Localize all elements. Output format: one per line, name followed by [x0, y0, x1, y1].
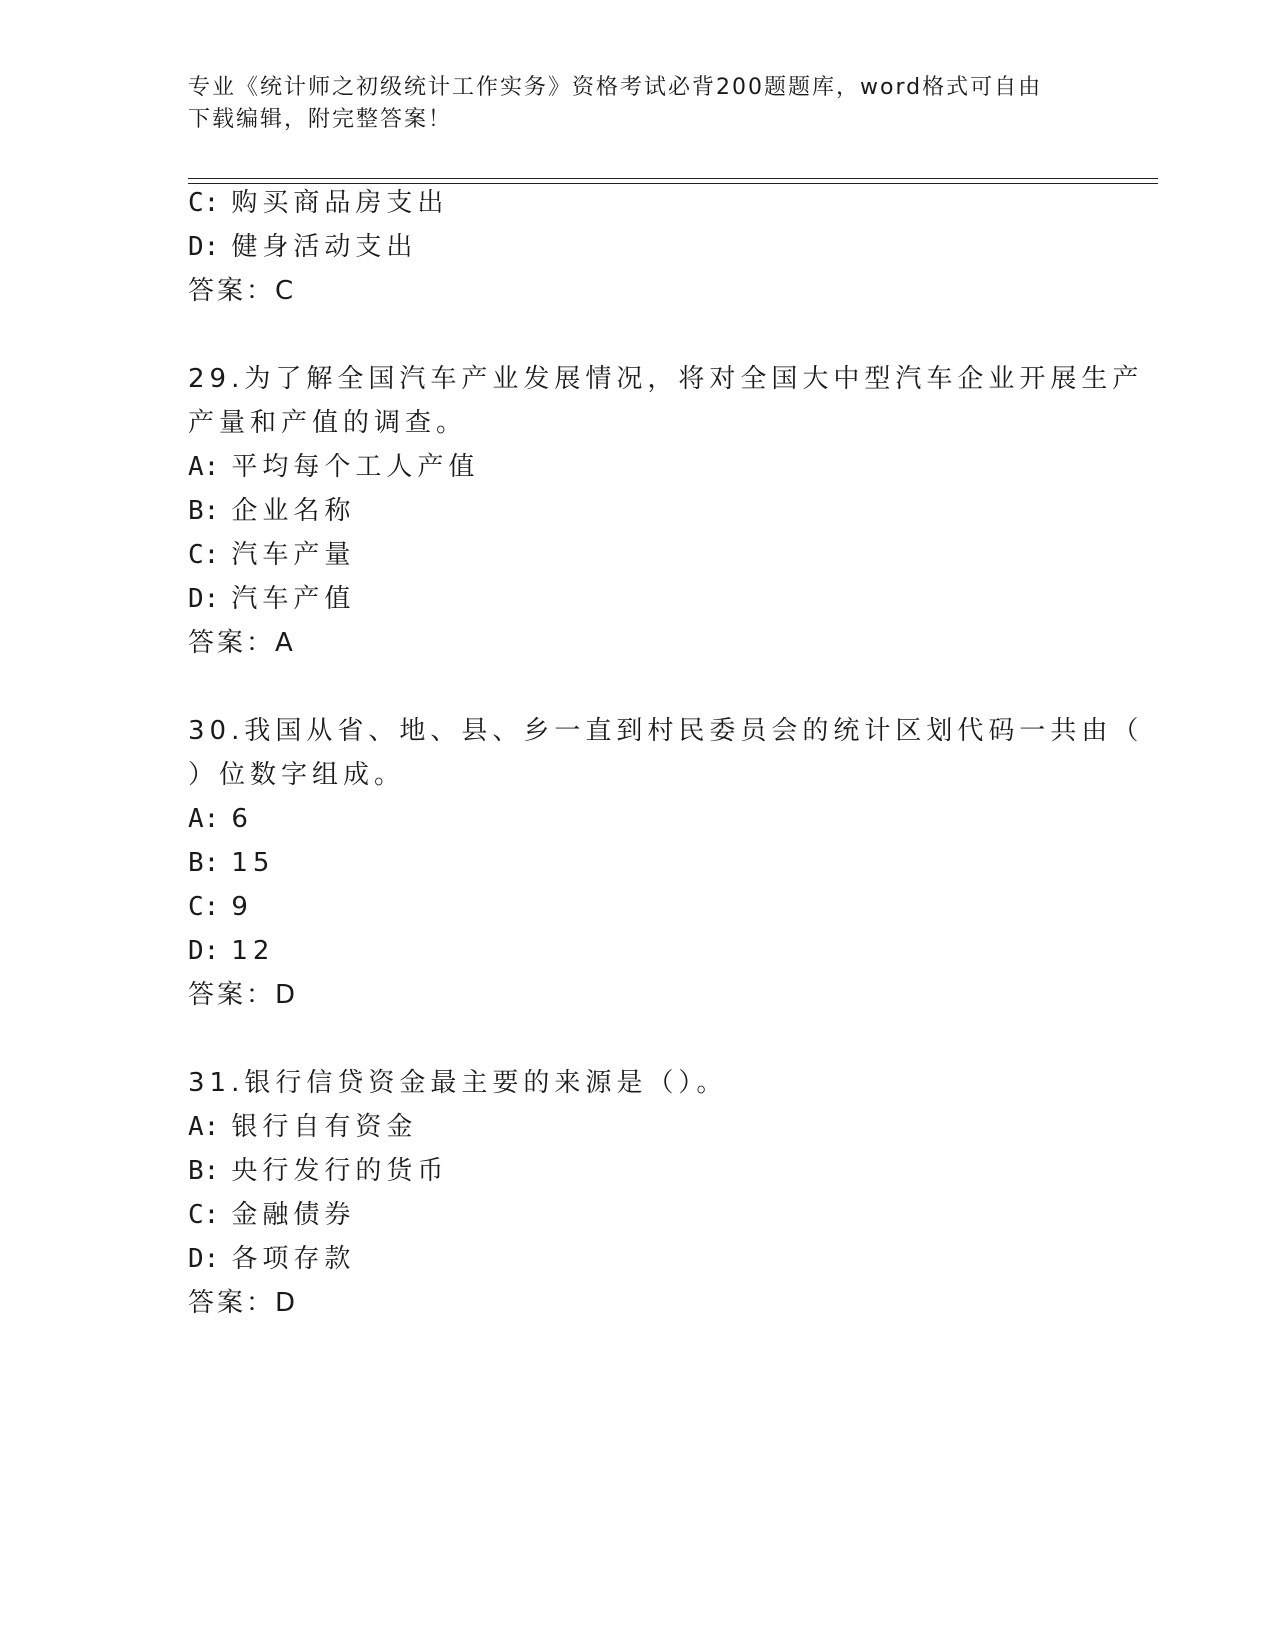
- q29-stem-line-1: 29.为了解全国汽车产业发展情况，将对全国大中型汽车企业开展生产: [188, 364, 1144, 394]
- q30-option-b: [188, 846, 274, 880]
- header-divider-bottom: [188, 183, 1158, 184]
- q30-option-a: [188, 802, 253, 836]
- option-label: C:: [188, 892, 220, 922]
- q29-option-a: [188, 450, 479, 484]
- option-label: D:: [188, 936, 220, 966]
- option-label: B:: [188, 496, 220, 526]
- option-label: B:: [188, 848, 220, 878]
- option-label: C:: [188, 1200, 220, 1230]
- q29-option-d: [188, 582, 355, 616]
- option-label: C:: [188, 540, 220, 570]
- q31-option-c: [188, 1198, 355, 1232]
- option-label: C:: [188, 188, 220, 218]
- q30-option-c: [188, 890, 253, 924]
- q30-stem-line-1: 30.我国从省、地、县、乡一直到村民委员会的统计区划代码一共由（: [188, 716, 1144, 746]
- header-divider-top: [188, 178, 1158, 179]
- q31-option-d: [188, 1242, 355, 1276]
- option-text: 企业名称: [231, 496, 356, 526]
- option-text: 各项存款: [231, 1244, 356, 1274]
- option-text: 健身活动支出: [231, 232, 418, 262]
- option-label: D:: [188, 1244, 220, 1274]
- q29-stem-line-2: 产量和产值的调查。: [188, 408, 468, 438]
- q29-answer: 答案：A: [188, 628, 296, 658]
- header-line-2: 下载编辑，附完整答案！: [188, 107, 453, 132]
- q28-answer: 答案：C: [188, 276, 297, 306]
- option-text: 购买商品房支出: [231, 188, 449, 218]
- q31-option-b: [188, 1154, 448, 1188]
- option-text: 15: [231, 848, 275, 878]
- q28-option-c: [188, 186, 448, 220]
- q30-option-d: [188, 934, 274, 968]
- option-label: B:: [188, 1156, 220, 1186]
- q28-option-d: [188, 230, 417, 264]
- option-text: 12: [231, 936, 275, 966]
- option-text: 平均每个工人产值: [231, 452, 480, 482]
- option-text: 9: [231, 892, 253, 922]
- q30-answer: 答案：D: [188, 980, 299, 1010]
- q29-option-b: [188, 494, 355, 528]
- q31-answer: 答案：D: [188, 1288, 299, 1318]
- q31-stem-line-1: 31.银行信贷资金最主要的来源是（）。: [188, 1068, 728, 1098]
- option-label: A:: [188, 452, 220, 482]
- option-label: A:: [188, 804, 220, 834]
- option-text: 6: [231, 804, 253, 834]
- q30-stem-line-2: ）位数字组成。: [188, 760, 406, 790]
- option-label: D:: [188, 232, 220, 262]
- option-text: 金融债券: [231, 1200, 356, 1230]
- option-text: 银行自有资金: [231, 1112, 418, 1142]
- option-text: 央行发行的货币: [231, 1156, 449, 1186]
- document-header: [188, 72, 1088, 136]
- option-text: 汽车产值: [231, 584, 356, 614]
- q31-option-a: [188, 1110, 417, 1144]
- option-label: A:: [188, 1112, 220, 1142]
- header-line-1: 专业《统计师之初级统计工作实务》资格考试必背200题题库，word格式可自由: [188, 75, 1043, 100]
- q29-option-c: [188, 538, 355, 572]
- option-text: 汽车产量: [231, 540, 356, 570]
- option-label: D:: [188, 584, 220, 614]
